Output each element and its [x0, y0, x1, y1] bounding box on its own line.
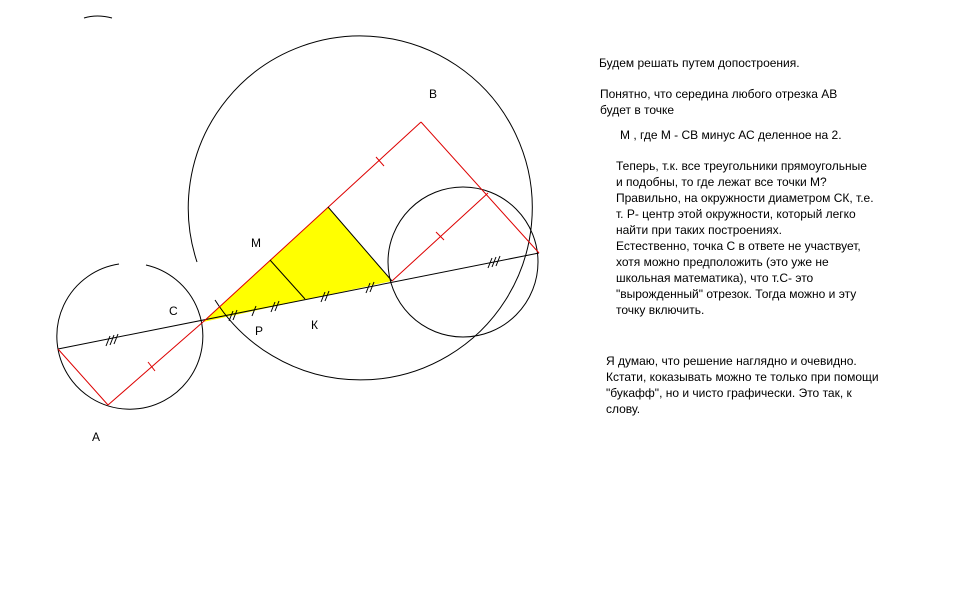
- big-circle: [188, 36, 532, 380]
- yellow-triangle: [203, 207, 392, 322]
- left-circle: [57, 264, 203, 409]
- conclusion: Я думаю, что решение наглядно и очевидно. Кстати, кокaзывать можно те только при помощи "букафф", но и чисто графически. Это так, к слову.: [606, 354, 879, 416]
- stray-mark: [84, 16, 112, 18]
- tick-mark: [436, 232, 444, 240]
- midpoint-statement: Понятно, что середина любого отрезка АВ будет в точке: [600, 87, 838, 117]
- tick-group: [106, 334, 118, 346]
- point-label-k: К: [311, 318, 318, 332]
- red-line-a-c: [108, 322, 203, 405]
- tick-group: [488, 256, 500, 268]
- point-label-p: Р: [255, 324, 264, 338]
- point-m-definition: М , где М - СВ минус АС деленное на 2.: [620, 128, 842, 142]
- solution-intro: Будем решать путем допостроения.: [599, 56, 800, 70]
- locus-explanation: Теперь, т.к. все треугольники прямоугольные и подобны, то где лежат все точки М? Правильно, на окружности диаметром СК, т.е. т. Р- центр этой окружности, который легко найти при таких построениях. Естественно, точка С в ответе не участвует, хотя можно предположить (это уже не школьная математика), что т.С- это "вырожденный" отрезок. Тогда можно и эту точку включить.: [616, 159, 874, 317]
- red-line-a-left: [58, 349, 108, 405]
- tick-mark: [376, 157, 384, 166]
- red-line-b-right: [421, 122, 539, 253]
- point-label-a: А: [92, 430, 101, 444]
- point-label-m: М: [251, 236, 261, 250]
- red-line-inner: [392, 193, 488, 281]
- point-label-c: С: [169, 304, 178, 318]
- small-right-circle: [388, 187, 538, 337]
- point-label-b: В: [429, 87, 438, 101]
